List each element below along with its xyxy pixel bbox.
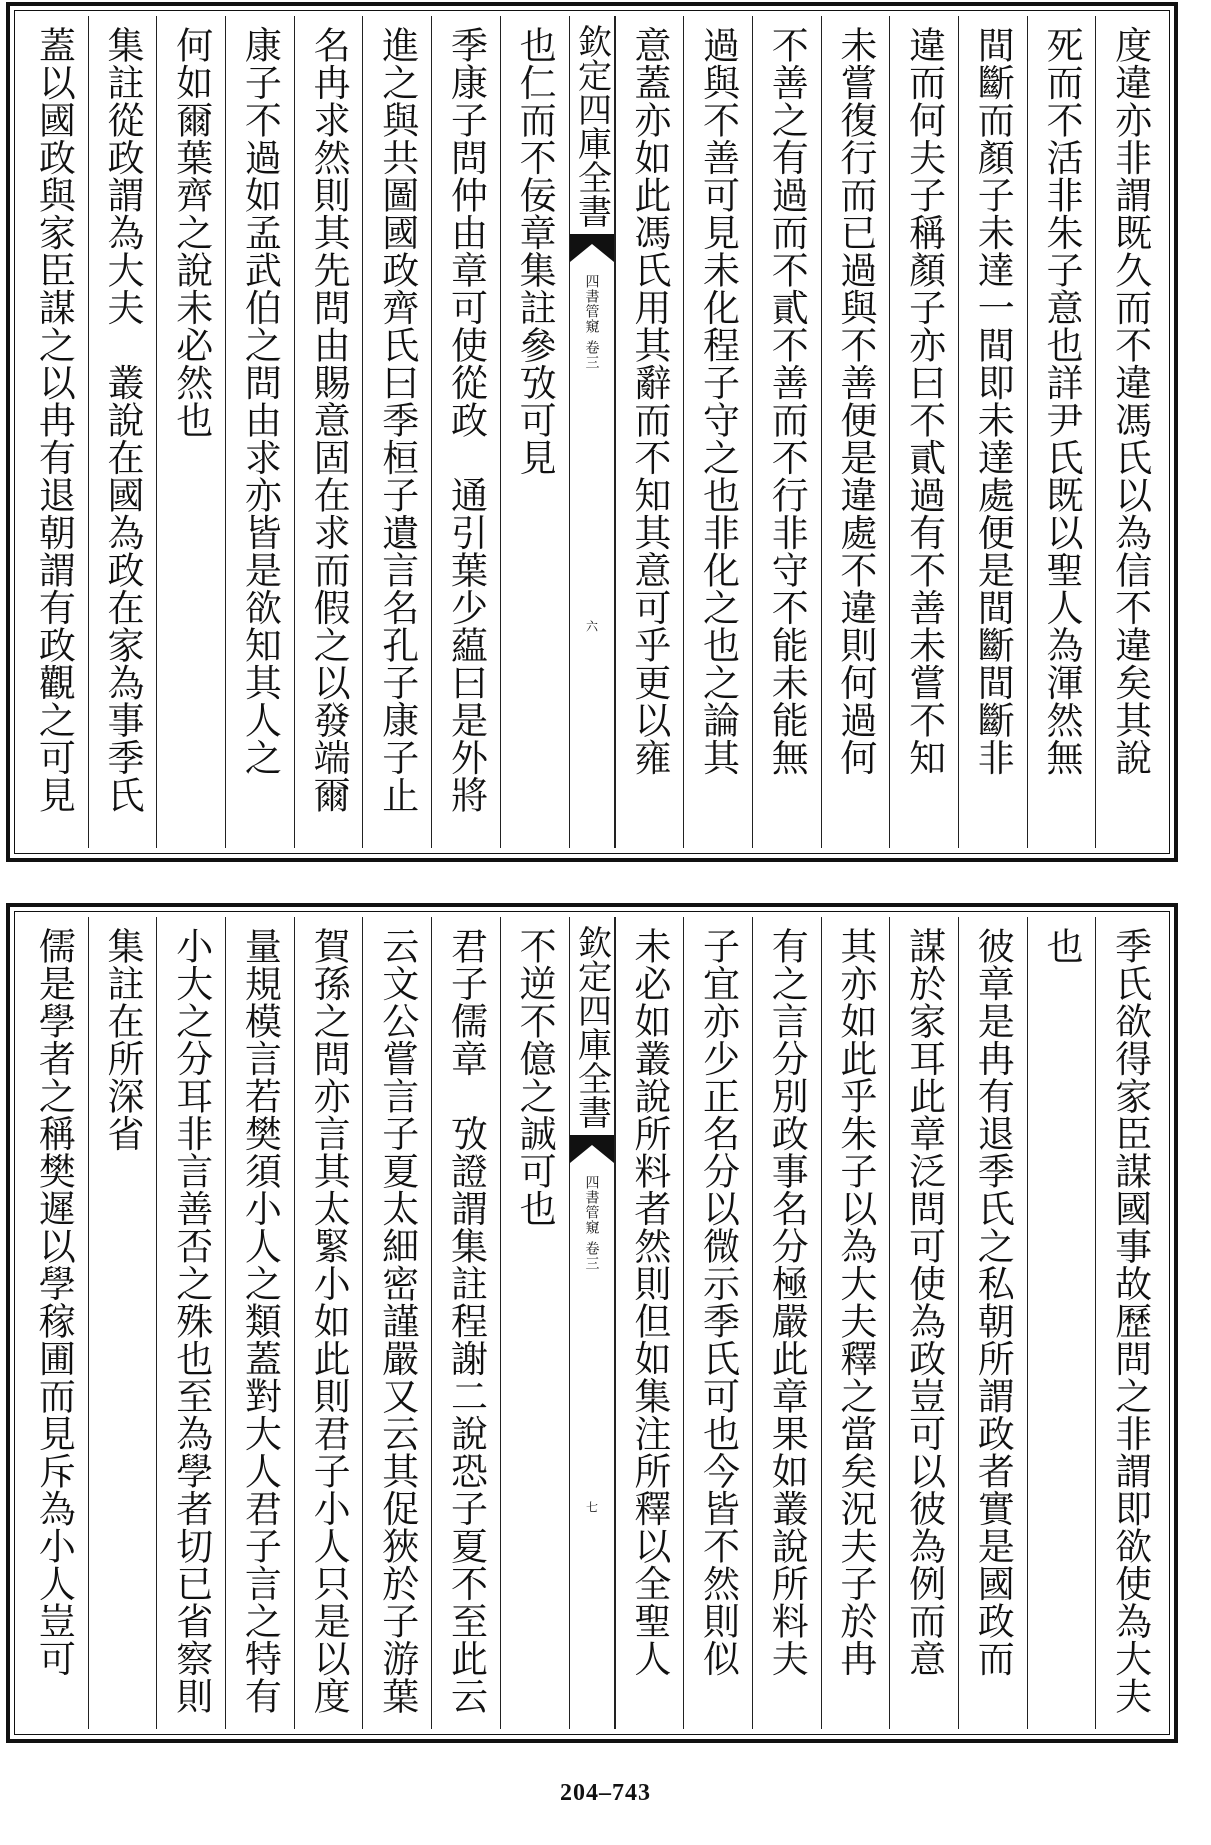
text-column: 死而不活非朱子意也詳尹氏既以聖人為渾然無 (1027, 16, 1096, 848)
text-column: 不善之有過而不貳不善而不行非守不能未能無 (752, 16, 821, 848)
page-bottom (6, 903, 1178, 1743)
text-column: 君子儒章 攷證謂集註程謝二說恐子夏不至此云 (431, 917, 500, 1729)
text-column: 其亦如此乎朱子以為大夫釋之當矣況夫子於冉 (821, 917, 890, 1729)
text-column: 何如爾葉齊之說未必然也 (156, 16, 225, 848)
text-columns (20, 917, 1164, 1729)
text-column: 未必如叢說所料者然則但如集注所釋以全聖人 (615, 917, 684, 1729)
text-columns (20, 16, 1164, 848)
text-column: 名冉求然則其先問由賜意固在求而假之以發端爾 (294, 16, 363, 848)
fold-volume: 卷三 (583, 340, 600, 370)
fish-tail-mark-icon (570, 234, 614, 262)
fold-leaf-number: 七 (584, 1501, 599, 1513)
fold-title: 欽定四庫全書 (571, 925, 612, 1129)
fish-tail-mark-icon (570, 1135, 614, 1163)
text-column: 康子不過如孟武伯之問由求亦皆是欲知其人之 (225, 16, 294, 848)
text-column: 季氏欲得家臣謀國事故歷問之非謂即欲使為大夫 (1095, 917, 1164, 1729)
text-column: 賀孫之問亦言其太緊小如此則君子小人只是以度 (294, 917, 363, 1729)
fold-column (569, 16, 615, 848)
text-column: 意蓋亦如此馮氏用其辭而不知其意可乎更以雍 (615, 16, 684, 848)
text-column: 未嘗復行而已過與不善便是違處不違則何過何 (821, 16, 890, 848)
text-column: 也仁而不佞章集註參攷可見 (500, 16, 569, 848)
fold-volume: 卷三 (583, 1241, 600, 1271)
text-column: 蓋以國政與家臣謀之以冉有退朝謂有政觀之可見 (32, 26, 76, 814)
text-column: 度違亦非謂既久而不違馮氏以為信不違矣其說 (1095, 16, 1164, 848)
fold-book-title: 四書管窺 (583, 1175, 600, 1235)
text-column: 集註從政謂為大夫 叢說在國為政在家為事季氏 (88, 16, 157, 848)
text-column: 也 (1027, 917, 1096, 1729)
text-column: 小大之分耳非言善否之殊也至為學者切已省察則 (156, 917, 225, 1729)
page-number-footer: 204–743 (560, 1780, 651, 1806)
fold-book-title: 四書管窺 (583, 274, 600, 334)
text-column: 進之與共圖國政齊氏曰季桓子遺言名孔子康子止 (362, 16, 431, 848)
text-column: 集註在所深省 (88, 917, 157, 1729)
text-column: 彼章是冉有退季氏之私朝所謂政者實是國政而 (958, 917, 1027, 1729)
page-top (6, 2, 1178, 862)
text-column: 儒是學者之稱樊遲以學稼圃而見斥為小人豈可 (32, 927, 76, 1677)
text-column: 子宜亦少正名分以微示季氏可也今皆不然則似 (683, 917, 752, 1729)
text-column: 有之言分別政事名分極嚴此章果如叢說所料夫 (752, 917, 821, 1729)
text-column: 不逆不億之誠可也 (500, 917, 569, 1729)
fold-leaf-number: 六 (584, 620, 599, 632)
text-column: 季康子問仲由章可使從政 通引葉少藴曰是外將 (431, 16, 500, 848)
text-column: 過與不善可見未化程子守之也非化之也之論其 (683, 16, 752, 848)
fold-title: 欽定四庫全書 (571, 24, 612, 228)
text-column: 間斷而顏子未達一間即未達處便是間斷間斷非 (958, 16, 1027, 848)
text-column: 云文公嘗言子夏太細密謹嚴又云其促狹於子游葉 (362, 917, 431, 1729)
text-column: 違而何夫子稱顏子亦曰不貳過有不善未嘗不知 (889, 16, 958, 848)
text-column: 量規模言若樊須小人之類蓋對大人君子言之特有 (225, 917, 294, 1729)
fold-column (569, 917, 615, 1729)
text-column: 謀於家耳此章泛問可使為政豈可以彼為例而意 (889, 917, 958, 1729)
